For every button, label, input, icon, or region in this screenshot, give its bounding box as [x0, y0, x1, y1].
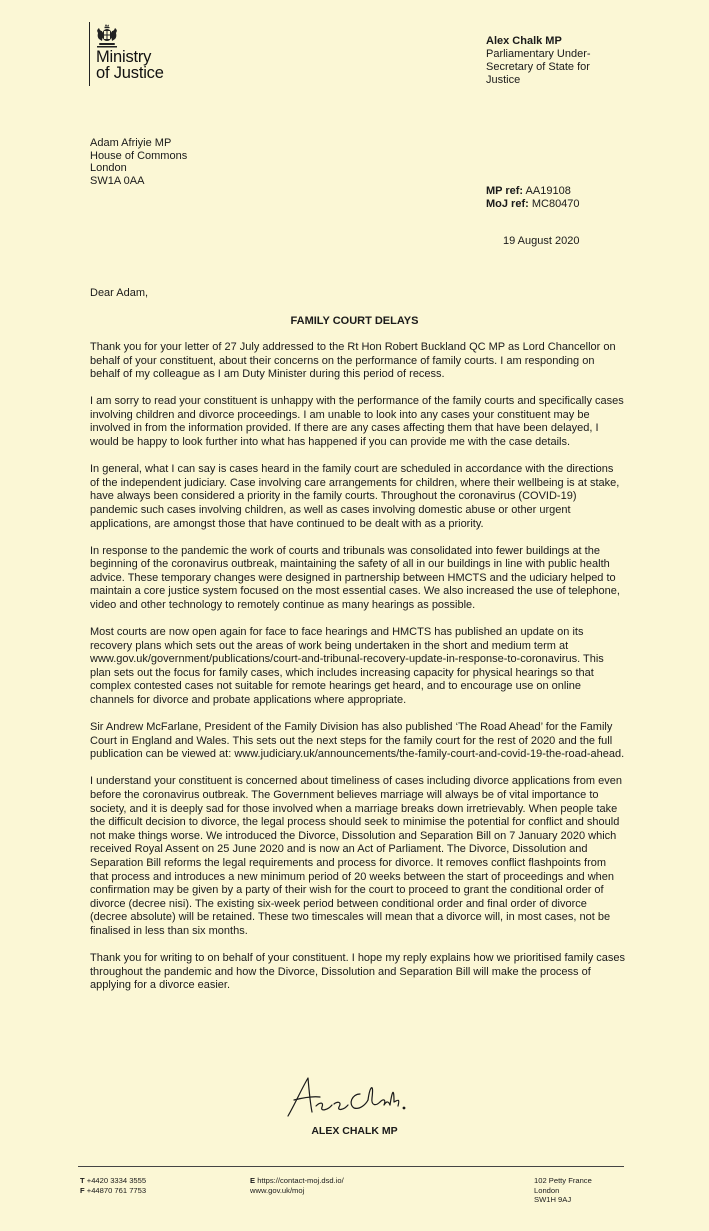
- ministry-logo: [89, 22, 179, 88]
- signatory-name: ALEX CHALK MP: [311, 1125, 398, 1137]
- recipient-line: House of Commons: [90, 149, 188, 162]
- logo-line-1: Ministry: [96, 48, 152, 66]
- recipient-line: SW1A 0AA: [90, 174, 145, 187]
- mp-ref-value: AA19108: [525, 185, 571, 197]
- body-paragraph: In response to the pandemic the work of courts and tribunals was consolidated into fewer buildings at the beginning of the coronavirus outbreak, maintaining the safety of all in our buildings in line with public health advice. These temporary changes were designed in partnership between HMCTS and the udiciary helped to maintain a core justice system focused on the most essential cases. We also increased the use of telephone, video and other technology to remotely continue as many hearings as possible.: [90, 544, 620, 611]
- phone-value: +4420 3334 3555: [86, 1176, 147, 1185]
- body-paragraph: Sir Andrew McFarlane, President of the Family Division has also published ‘The Road Ahead’ for the Family Court in England and Wales. This sets out the next steps for the family court for the rest of 2020 and the full publication can be viewed at: www.judiciary.uk/announcements/the-family-court-and-covid-19-the-road-ahead.: [90, 721, 625, 761]
- sender-name: Alex Chalk MP: [486, 35, 562, 47]
- body-paragraph: Thank you for your letter of 27 July addressed to the Rt Hon Robert Buckland QC MP as Lord Chancellor on behalf of your constituent, about their concerns on the performance of family courts. I am responding on behalf of my colleague as I am Duty Minister during this period of recess.: [90, 341, 616, 381]
- fax-value: +44870 761 7753: [86, 1185, 147, 1195]
- letter-date: 19 August 2020: [503, 235, 580, 247]
- body-paragraph: I understand your constituent is concerned about timeliness of cases including divorce applications from even before the coronavirus outbreak. The Government believes marriage will always be of vital importance to society, and it is deeply sad for those involved when a marriage breaks down irretrievably. When people take the difficult decision to divorce, the legal process should seek to minimise the potential for conflict and should not make things worse. We introduced the Divorce, Dissolution and Separation Bill on 7 January 2020 which received Royal Assent on 25 June 2020 and is now an Act of Parliament. The Divorce, Dissolution and Separation Bill reforms the legal requirements and process for divorce. It removes conflict flashpoints from that process and introduces a new minimum period of 20 weeks between the start of proceedings and when confirmation may be given by a party of their wish for the court to proceed to grant the conditional order of divorce (decree nisi). The existing six-week period between conditional order and final order of divorce (decree absolute) will be retained. These two timescales will mean that a divorce will, in most cases, not be finalised in less than six months.: [90, 775, 622, 937]
- recipient-line: Adam Afriyie MP: [90, 137, 172, 149]
- salutation: Dear Adam,: [90, 287, 149, 299]
- body-paragraph: Thank you for writing to on behalf of your constituent. I hope my reply explains how we prioritised family cases throughout the pandemic and how the Divorce, Dissolution and Separation Bill will make the process of applying for a divorce easier.: [90, 952, 625, 992]
- address-line: 102 Petty France: [534, 1176, 592, 1185]
- body-paragraph: I am sorry to read your constituent is unhappy with the performance of the family courts and specifically cases involving children and divorce proceedings. I am unable to look into any cases your constituent may be involved in from the information provided. If there are any cases affecting them that have been delayed, I would be happy to look further into what has happened if you can provide me with the case details.: [90, 395, 624, 449]
- contact-link[interactable]: https://contact-moj.dsd.io/: [257, 1176, 344, 1185]
- footer-address: [534, 1176, 592, 1205]
- body-paragraph: Most courts are now open again for face to face hearings and HMCTS has published an update on its recovery plans which sets out the areas of work being undertaken in the short and medium term at www.gov.uk/government/publications/court-and-tribunal-recovery-update-in-response-to-coronavirus. This plan sets out the focus for family cases, which includes increasing capacity for physical hearings so that complex contested cases not suitable for remote hearings get heard, and to encourage use on online channels for divorce and probate applications where appropriate.: [90, 626, 604, 707]
- address-line: SW1H 9AJ: [534, 1195, 572, 1204]
- royal-crest-icon: [95, 24, 123, 48]
- moj-ref-value: MC80470: [531, 198, 580, 210]
- letter-body: [90, 341, 625, 1006]
- recipient-line: London: [90, 162, 127, 174]
- email-label: E: [250, 1176, 256, 1185]
- sender-title-line: Parliamentary Under-: [486, 48, 591, 60]
- sender-title-line: Justice: [486, 74, 521, 86]
- logo-line-2: of Justice: [96, 64, 164, 82]
- body-paragraph: In general, what I can say is cases heard in the family court are scheduled in accordance with the directions of the independent judiciary. Case involving care arrangements for children, where their wellbeing is at stake, have always been considered a priority in the family courts. Throughout the coronavirus (COVID-19) pandemic such cases involving children, as well as cases involving domestic abuse or other urgent applications, are amongst those that have continued to be dealt with as a priority.: [90, 463, 620, 530]
- address-line: London: [534, 1185, 560, 1195]
- fax-label: F: [80, 1185, 85, 1195]
- phone-label: T: [80, 1176, 85, 1185]
- letter-subject: FAMILY COURT DELAYS: [290, 315, 419, 327]
- footer-web: [250, 1176, 344, 1195]
- sender-block: [486, 35, 616, 87]
- mp-ref-label: MP ref:: [486, 185, 524, 197]
- footer-divider: [78, 1166, 624, 1167]
- handwritten-signature: [282, 1072, 412, 1124]
- website-link[interactable]: www.gov.uk/moj: [250, 1185, 305, 1195]
- footer-phone: [80, 1176, 146, 1195]
- reference-block: [486, 185, 580, 211]
- sender-title-line: Secretary of State for: [486, 61, 590, 73]
- recipient-address: [90, 137, 187, 187]
- moj-ref-label: MoJ ref:: [486, 198, 529, 210]
- logo-divider: [89, 22, 90, 86]
